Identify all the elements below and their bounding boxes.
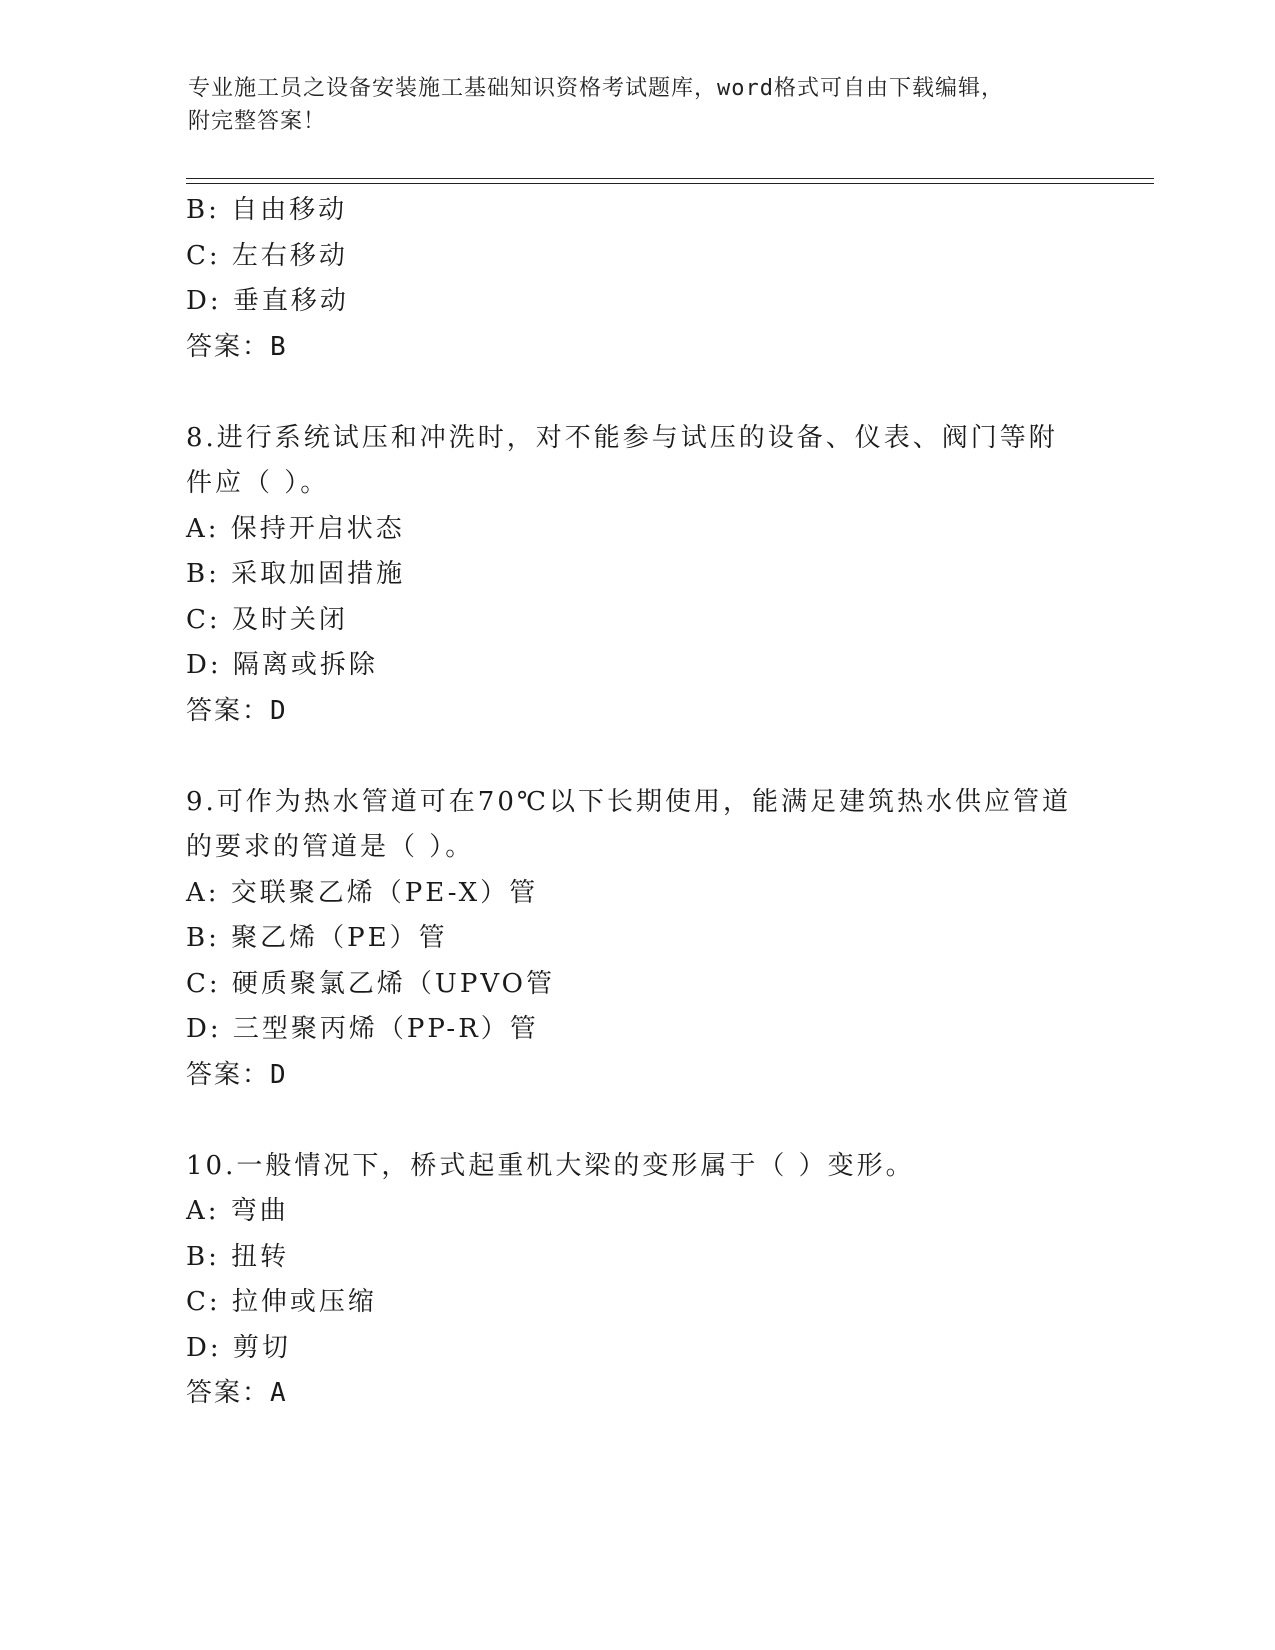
question-stem-line: 10.一般情况下，桥式起重机大梁的变形属于（ ）变形。 (186, 1150, 915, 1181)
option-d: D: 剪切 (186, 1332, 291, 1363)
option-c: C: 左右移动 (186, 240, 348, 271)
answer-line (186, 325, 1086, 371)
question-stem-line: 8.进行系统试压和冲洗时，对不能参与试压的设备、仪表、阀门等附 (186, 422, 1058, 453)
answer-value: A (270, 1378, 288, 1408)
answer-value: B (270, 331, 288, 362)
header-line-1: 专业施工员之设备安装施工基础知识资格考试题库，word格式可自由下载编辑， (188, 76, 1004, 101)
answer-label: 答案： (186, 331, 271, 362)
question-7-continued (186, 188, 1086, 370)
option-a: A: 交联聚乙烯（PE-X）管 (186, 877, 539, 908)
answer-value: D (270, 1059, 288, 1090)
option-a: A: 弯曲 (186, 1196, 289, 1226)
header-line-2: 附完整答案！ (188, 109, 327, 134)
option-c: C: 硬质聚氯乙烯（UPVO管 (186, 968, 555, 999)
option-d: D: 三型聚丙烯（PP-R）管 (186, 1014, 539, 1044)
question-10 (186, 1144, 1086, 1417)
option-c: C: 拉伸或压缩 (186, 1287, 377, 1317)
option-b: B: 自由移动 (186, 195, 348, 225)
answer-line (186, 1053, 1086, 1099)
answer-label: 答案： (186, 1059, 271, 1090)
answer-line (186, 689, 1086, 735)
question-8 (186, 416, 1086, 735)
answer-line (186, 1371, 1086, 1417)
option-d: D: 垂直移动 (186, 286, 349, 316)
option-a: A: 保持开启状态 (186, 513, 405, 544)
document-header (188, 72, 1068, 138)
answer-value: D (270, 695, 288, 726)
question-list (186, 188, 1086, 1417)
option-b: B: 扭转 (186, 1241, 290, 1272)
option-c: C: 及时关闭 (186, 604, 348, 635)
question-stem-line: 9.可作为热水管道可在70℃以下长期使用，能满足建筑热水供应管道 (186, 786, 1071, 817)
question-stem-line: 件应（ ）。 (186, 468, 330, 498)
option-b: B: 聚乙烯（PE）管 (186, 923, 448, 953)
answer-label: 答案： (186, 1378, 271, 1408)
option-d: D: 隔离或拆除 (186, 650, 378, 680)
answer-label: 答案： (186, 695, 271, 726)
question-stem-line: 的要求的管道是（ ）。 (186, 832, 475, 862)
header-divider-bottom (186, 183, 1154, 184)
header-divider-top (186, 178, 1154, 179)
question-9 (186, 780, 1086, 1099)
option-b: B: 采取加固措施 (186, 559, 406, 589)
